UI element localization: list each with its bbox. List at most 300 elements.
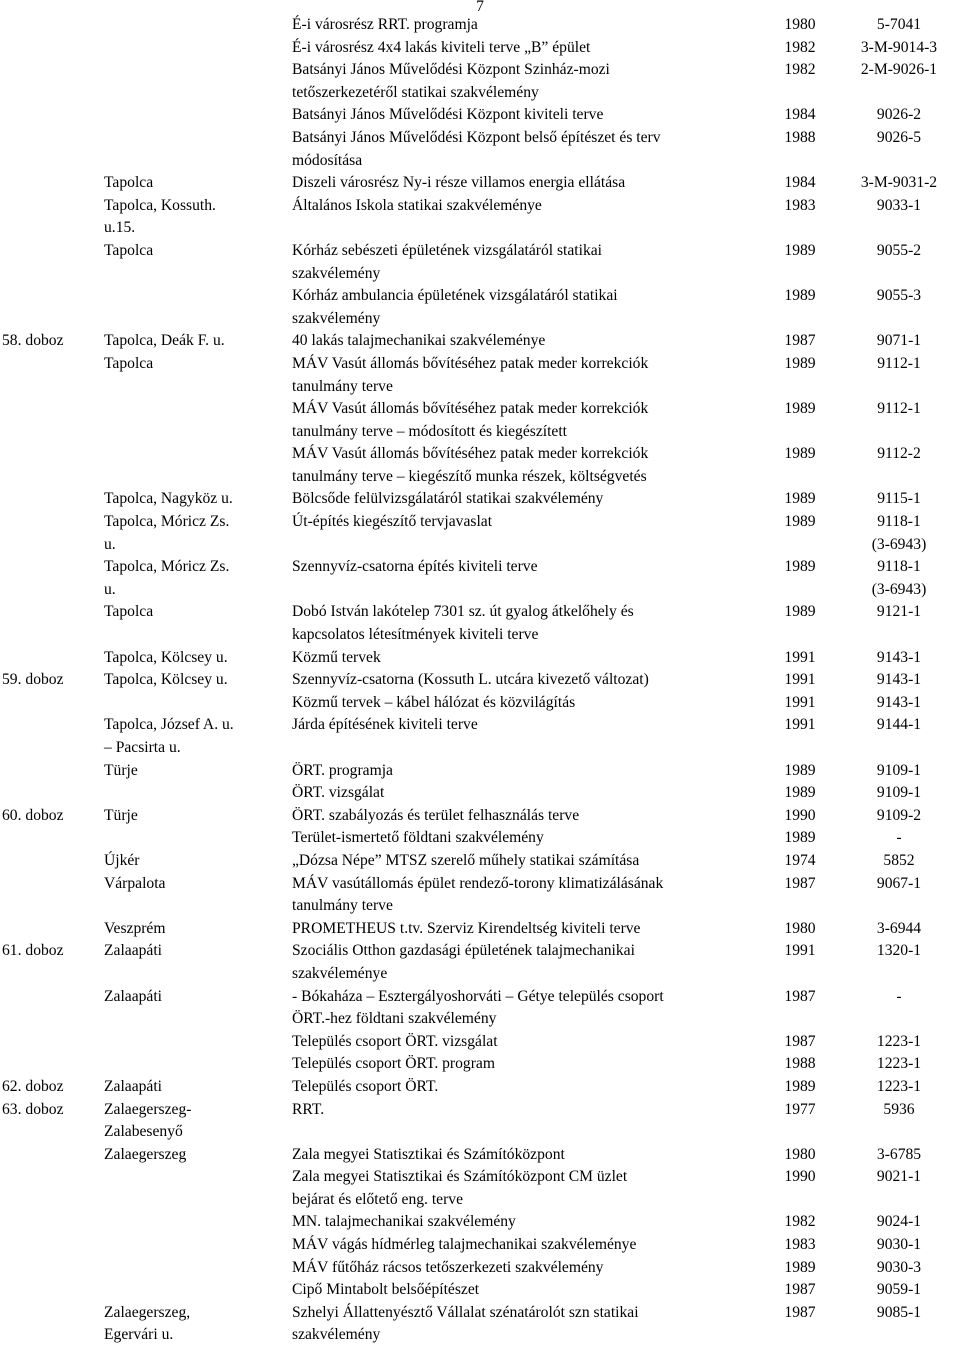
place-cell-line: Zalaapáti	[104, 1077, 163, 1095]
code-cell	[840, 1211, 958, 1234]
title-cell	[292, 782, 384, 805]
year-cell-line: 1990	[784, 1168, 816, 1186]
table-row	[0, 488, 960, 511]
code-cell-line: 9112-1	[877, 354, 921, 372]
year-cell-line: 1974	[784, 851, 816, 869]
table-row	[0, 827, 960, 850]
archive-table	[0, 14, 960, 1347]
code-cell	[840, 1166, 958, 1189]
year-cell	[760, 601, 840, 624]
table-row	[0, 1031, 960, 1054]
title-cell-line: MN. talajmechanikai szakvélemény	[292, 1213, 516, 1231]
code-cell-line: 9143-1	[876, 671, 922, 689]
year-cell	[760, 330, 840, 353]
table-row	[0, 1076, 960, 1099]
code-cell-line: 9118-1	[877, 513, 921, 531]
code-cell-line: 9109-1	[876, 784, 922, 802]
code-cell-line: 3-6944	[876, 919, 922, 937]
code-cell-line: 9021-1	[876, 1168, 922, 1186]
table-row	[0, 850, 960, 873]
title-cell-line: Út-építés kiegészítő tervjavaslat	[292, 513, 493, 531]
title-cell-line: „Dózsa Népe” MTSZ szerelő műhely statikai számítása	[292, 851, 640, 869]
box-cell-line: 62. doboz	[2, 1077, 64, 1095]
table-row	[0, 353, 960, 398]
title-cell-line: tanulmány terve – kiegészítő munka részek, költségvetés	[292, 467, 647, 485]
title-cell	[292, 1257, 603, 1280]
place-cell	[104, 240, 153, 263]
box-cell-line: 59. doboz	[2, 671, 64, 689]
code-cell-line: 9030-3	[876, 1258, 922, 1276]
place-cell	[104, 918, 165, 941]
year-cell-line: 1991	[784, 693, 816, 711]
title-cell-line: MÁV vágás hídmérleg talajmechanikai szakvéleménye	[292, 1236, 637, 1254]
title-cell	[292, 1279, 479, 1302]
code-cell	[840, 647, 958, 670]
year-cell-line: 1989	[784, 1077, 816, 1095]
year-cell	[760, 1234, 840, 1257]
year-cell-line: 1983	[784, 1236, 816, 1254]
table-row	[0, 760, 960, 783]
code-cell-line: (3-6943)	[871, 580, 927, 598]
title-cell	[292, 240, 602, 285]
year-cell	[760, 873, 840, 896]
title-cell-line: Szennyvíz-csatorna építés kiviteli terve	[292, 558, 538, 576]
year-cell-line: 1991	[784, 648, 816, 666]
place-cell-line: Türje	[104, 761, 138, 779]
box-cell	[2, 1099, 64, 1122]
table-row	[0, 443, 960, 488]
code-cell	[840, 14, 958, 37]
year-cell	[760, 1053, 840, 1076]
code-cell-line: 9109-2	[876, 806, 922, 824]
title-cell	[292, 1076, 438, 1099]
code-cell-line: 9115-1	[877, 490, 921, 508]
year-cell-line: 1984	[784, 106, 816, 124]
code-cell	[840, 873, 958, 896]
year-cell	[760, 714, 840, 737]
title-cell	[292, 1166, 627, 1211]
place-cell	[104, 353, 153, 376]
table-row	[0, 918, 960, 941]
code-cell-line: 9026-5	[876, 128, 922, 146]
title-cell-line: Szennyvíz-csatorna (Kossuth L. utcára kivezető változat)	[292, 671, 649, 689]
table-row	[0, 1257, 960, 1280]
title-cell	[292, 14, 478, 37]
year-cell-line: 1977	[784, 1100, 816, 1118]
place-cell	[104, 760, 138, 783]
place-cell-line: u.	[104, 535, 116, 553]
place-cell	[104, 330, 225, 353]
year-cell	[760, 1302, 840, 1325]
year-cell	[760, 1144, 840, 1167]
place-cell	[104, 669, 228, 692]
table-row	[0, 240, 960, 285]
year-cell-line: 1989	[784, 1258, 816, 1276]
place-cell-line: Tapolca, Deák F. u.	[104, 332, 225, 350]
year-cell	[760, 1211, 840, 1234]
code-cell-line: 9055-2	[876, 241, 922, 259]
code-cell	[840, 104, 958, 127]
title-cell-line: Járda építésének kiviteli terve	[292, 716, 478, 734]
title-cell	[292, 601, 634, 646]
year-cell	[760, 556, 840, 579]
code-cell	[840, 488, 958, 511]
table-row	[0, 1279, 960, 1302]
place-cell-line: Tapolca, Nagyköz u.	[104, 490, 233, 508]
title-cell	[292, 37, 590, 60]
year-cell	[760, 398, 840, 421]
title-cell-line: Batsányi János Művelődési Központ belső építészet és terv	[292, 128, 661, 146]
box-cell-line: 58. doboz	[2, 332, 64, 350]
title-cell-line: Kórház sebészeti épületének vizsgálatáról statikai	[292, 241, 603, 259]
table-row	[0, 647, 960, 670]
table-row	[0, 1053, 960, 1076]
box-cell	[2, 1076, 64, 1099]
table-row	[0, 104, 960, 127]
place-cell-line: Zalaapáti	[104, 987, 163, 1005]
year-cell-line: 1989	[784, 603, 816, 621]
title-cell	[292, 195, 542, 218]
title-cell	[292, 443, 648, 488]
year-cell	[760, 1099, 840, 1122]
title-cell-line: Kórház ambulancia épületének vizsgálatáról statikai	[292, 287, 618, 305]
year-cell-line: 1987	[784, 1032, 816, 1050]
place-cell-line: Tapolca	[104, 241, 154, 259]
title-cell-line: Batsányi János Művelődési Központ Szinház-mozi	[292, 61, 610, 79]
code-cell	[840, 353, 958, 376]
year-cell	[760, 647, 840, 670]
code-cell	[840, 59, 958, 82]
title-cell	[292, 127, 661, 172]
code-cell	[840, 330, 958, 353]
table-row	[0, 285, 960, 330]
year-cell	[760, 353, 840, 376]
title-cell-line: Általános Iskola statikai szakvéleménye	[292, 196, 542, 214]
title-cell-line: MÁV Vasút állomás bővítéséhez patak meder korrekciók	[292, 400, 649, 418]
code-cell	[840, 1257, 958, 1280]
code-cell-line: 1223-1	[876, 1055, 922, 1073]
place-cell-line: Zalabesenyő	[104, 1123, 183, 1141]
code-cell	[840, 940, 958, 963]
code-cell	[840, 782, 958, 805]
code-cell-line: 5852	[883, 851, 915, 869]
code-cell	[840, 172, 958, 195]
title-cell-line: tanulmány terve	[292, 897, 393, 915]
title-cell	[292, 1144, 565, 1167]
year-cell-line: 1987	[784, 987, 816, 1005]
place-cell-line: Tapolca, Kossuth.	[104, 196, 216, 214]
code-cell	[840, 127, 958, 150]
year-cell-line: 1989	[784, 490, 816, 508]
place-cell-line: Zalaapáti	[104, 942, 163, 960]
year-cell-line: 1980	[784, 1145, 816, 1163]
code-cell	[840, 714, 958, 737]
code-cell-line: 9055-3	[876, 287, 922, 305]
title-cell-line: ÖRT. szabályozás és terület felhasználás terve	[292, 806, 580, 824]
code-cell-line: 9026-2	[876, 106, 922, 124]
table-row	[0, 601, 960, 646]
year-cell-line: 1987	[784, 1281, 816, 1299]
place-cell-line: Tapolca, Kölcsey u.	[104, 648, 228, 666]
code-cell	[840, 805, 958, 828]
place-cell-line: Tapolca	[104, 174, 154, 192]
table-row	[0, 805, 960, 828]
box-cell	[2, 940, 64, 963]
code-cell-line: 9071-1	[876, 332, 922, 350]
place-cell-line: Várpalota	[104, 874, 166, 892]
code-cell	[840, 1053, 958, 1076]
place-cell	[104, 647, 228, 670]
title-cell	[292, 1099, 324, 1122]
place-cell	[104, 488, 233, 511]
title-cell	[292, 940, 635, 985]
code-cell-line: (3-6943)	[871, 535, 927, 553]
code-cell	[840, 240, 958, 263]
title-cell-line: szakvélemény	[292, 309, 381, 327]
code-cell	[840, 1302, 958, 1325]
year-cell-line: 1987	[784, 874, 816, 892]
table-row	[0, 398, 960, 443]
year-cell	[760, 488, 840, 511]
title-cell	[292, 760, 393, 783]
code-cell-line: 9085-1	[876, 1303, 922, 1321]
title-cell-line: É-i városrész RRT. programja	[292, 16, 478, 33]
year-cell	[760, 127, 840, 150]
code-cell	[840, 1076, 958, 1099]
code-cell-line: 3-M-9014-3	[860, 38, 938, 56]
title-cell-line: tetőszerkezetéről statikai szakvélemény	[292, 83, 539, 101]
title-cell-line: szakvélemény	[292, 264, 381, 282]
code-cell	[840, 692, 958, 715]
title-cell	[292, 692, 575, 715]
year-cell-line: 1982	[784, 38, 816, 56]
place-cell	[104, 1144, 186, 1167]
title-cell	[292, 556, 538, 579]
year-cell	[760, 1166, 840, 1189]
year-cell-line: 1989	[784, 784, 816, 802]
title-cell-line: szakvélemény	[292, 1326, 381, 1344]
title-cell-line: Település csoport ÖRT.	[292, 1077, 439, 1095]
code-cell-line: 1223-1	[876, 1077, 922, 1095]
title-cell-line: bejárat és előtető eng. terve	[292, 1190, 464, 1208]
title-cell-line: MÁV vasútállomás épület rendező-torony klimatizálásának	[292, 874, 664, 892]
year-cell	[760, 1279, 840, 1302]
title-cell-line: Település csoport ÖRT. program	[292, 1055, 495, 1073]
code-cell	[840, 285, 958, 308]
place-cell-line: Tapolca, Kölcsey u.	[104, 671, 228, 689]
year-cell-line: 1983	[784, 196, 816, 214]
title-cell-line: Zala megyei Statisztikai és Számítóközpont CM üzlet	[292, 1168, 628, 1186]
year-cell-line: 1991	[784, 671, 816, 689]
title-cell-line: ÖRT.-hez földtani szakvélemény	[292, 1010, 497, 1028]
title-cell-line: MÁV Vasút állomás bővítéséhez patak meder korrekciók	[292, 354, 649, 372]
year-cell	[760, 443, 840, 466]
code-cell-line: 9143-1	[876, 648, 922, 666]
title-cell-line: RRT.	[292, 1100, 325, 1118]
table-row	[0, 940, 960, 985]
table-row	[0, 1234, 960, 1257]
title-cell	[292, 330, 545, 353]
title-cell-line: Cipő Mintabolt belsőépítészet	[292, 1281, 480, 1299]
year-cell-line: 1989	[784, 400, 816, 418]
title-cell-line: Zala megyei Statisztikai és Számítóközpont	[292, 1145, 565, 1163]
code-cell	[840, 850, 958, 873]
place-cell-line: Türje	[104, 806, 138, 824]
table-row	[0, 986, 960, 1031]
table-row	[0, 1302, 960, 1347]
code-cell	[840, 986, 958, 1009]
year-cell	[760, 172, 840, 195]
title-cell-line: MÁV fűtőház rácsos tetőszerkezeti szakvélemény	[292, 1258, 604, 1276]
table-row	[0, 556, 960, 601]
title-cell-line: módosítása	[292, 151, 363, 169]
place-cell-line: Tapolca, Móricz Zs.	[104, 558, 230, 576]
year-cell-line: 1987	[784, 1303, 816, 1321]
box-cell-line: 61. doboz	[2, 942, 64, 960]
code-cell-line: -	[896, 987, 902, 1005]
box-cell-line: 63. doboz	[2, 1100, 64, 1118]
box-cell-line: 60. doboz	[2, 806, 64, 824]
code-cell-line: 2-M-9026-1	[860, 61, 938, 79]
code-cell-line: 9112-1	[877, 400, 921, 418]
code-cell-line: 9030-1	[876, 1236, 922, 1254]
year-cell	[760, 14, 840, 37]
code-cell	[840, 1144, 958, 1167]
title-cell-line: tanulmány terve	[292, 377, 393, 395]
code-cell-line: -	[896, 829, 902, 847]
year-cell	[760, 195, 840, 218]
code-cell-line: 9109-1	[876, 761, 922, 779]
year-cell	[760, 918, 840, 941]
title-cell	[292, 873, 663, 918]
table-row	[0, 669, 960, 692]
year-cell-line: 1987	[784, 332, 816, 350]
place-cell	[104, 601, 153, 624]
code-cell	[840, 37, 958, 60]
title-cell-line: Bölcsőde felülvizsgálatáról statikai szakvélemény	[292, 490, 604, 508]
title-cell	[292, 714, 478, 737]
title-cell-line: ÖRT. programja	[292, 761, 393, 779]
place-cell-line: Tapolca	[104, 354, 154, 372]
code-cell	[840, 556, 958, 601]
title-cell-line: Közmű tervek	[292, 648, 381, 666]
title-cell	[292, 1031, 498, 1054]
year-cell	[760, 37, 840, 60]
code-cell-line: 5936	[883, 1100, 915, 1118]
place-cell-line: u.	[104, 580, 116, 598]
title-cell-line: MÁV Vasút állomás bővítéséhez patak meder korrekciók	[292, 445, 649, 463]
box-cell	[2, 805, 64, 828]
place-cell	[104, 873, 165, 896]
place-cell	[104, 940, 162, 963]
table-row	[0, 195, 960, 240]
year-cell	[760, 104, 840, 127]
title-cell-line: - Bókaháza – Esztergályoshorváti – Gétye település csoport	[292, 987, 664, 1005]
table-row	[0, 1211, 960, 1234]
place-cell-line: Zalaegerszeg-	[104, 1100, 192, 1118]
table-row	[0, 59, 960, 104]
title-cell	[292, 850, 639, 873]
title-cell-line: PROMETHEUS t.tv. Szerviz Kirendeltség kiviteli terve	[292, 919, 641, 937]
place-cell	[104, 1302, 190, 1347]
code-cell-line: 9121-1	[876, 603, 922, 621]
year-cell-line: 1982	[784, 61, 816, 79]
place-cell-line: u.15.	[104, 219, 136, 237]
title-cell-line: Szhelyi Állattenyésztő Vállalat szénatárolót szn statikai	[292, 1303, 639, 1321]
year-cell-line: 1989	[784, 445, 816, 463]
table-row	[0, 714, 960, 759]
title-cell	[292, 669, 649, 692]
code-cell-line: 9033-1	[876, 196, 922, 214]
place-cell-line: Tapolca, Móricz Zs.	[104, 513, 230, 531]
place-cell	[104, 1076, 162, 1099]
year-cell-line: 1989	[784, 354, 816, 372]
title-cell	[292, 1211, 516, 1234]
year-cell	[760, 240, 840, 263]
year-cell-line: 1989	[784, 829, 816, 847]
year-cell-line: 1988	[784, 128, 816, 146]
year-cell-line: 1989	[784, 761, 816, 779]
code-cell	[840, 511, 958, 556]
table-row	[0, 330, 960, 353]
title-cell	[292, 647, 381, 670]
code-cell-line: 9112-2	[877, 445, 921, 463]
title-cell	[292, 59, 610, 104]
place-cell-line: Egervári u.	[104, 1326, 174, 1344]
table-row	[0, 782, 960, 805]
year-cell-line: 1991	[784, 942, 816, 960]
year-cell	[760, 986, 840, 1009]
title-cell	[292, 104, 603, 127]
place-cell-line: Zalaegerszeg,	[104, 1303, 191, 1321]
title-cell	[292, 285, 618, 330]
code-cell-line: 9059-1	[876, 1281, 922, 1299]
code-cell-line: 1223-1	[876, 1032, 922, 1050]
place-cell	[104, 805, 138, 828]
year-cell	[760, 59, 840, 82]
place-cell-line: Újkér	[104, 851, 140, 869]
year-cell	[760, 850, 840, 873]
title-cell-line: É-i városrész 4x4 lakás kiviteli terve „B” épület	[292, 38, 591, 56]
title-cell	[292, 1302, 639, 1347]
year-cell-line: 1991	[784, 716, 816, 734]
table-row	[0, 692, 960, 715]
year-cell-line: 1989	[784, 241, 816, 259]
place-cell-line: Veszprém	[104, 919, 166, 937]
box-cell	[2, 669, 64, 692]
code-cell	[840, 1279, 958, 1302]
title-cell-line: 40 lakás talajmechanikai szakvéleménye	[292, 332, 546, 350]
year-cell-line: 1989	[784, 513, 816, 531]
title-cell-line: Szociális Otthon gazdasági épületének talajmechanikai	[292, 942, 635, 960]
place-cell-line: Zalaegerszeg	[104, 1145, 187, 1163]
title-cell-line: Batsányi János Művelődési Központ kiviteli terve	[292, 106, 604, 124]
place-cell	[104, 714, 234, 759]
title-cell-line: kapcsolatos létesítmények kiviteli terve	[292, 626, 539, 644]
title-cell-line: Terület-ismertető földtani szakvélemény	[292, 829, 544, 847]
year-cell	[760, 1031, 840, 1054]
year-cell-line: 1989	[784, 287, 816, 305]
title-cell	[292, 986, 664, 1031]
page-number: 7	[476, 0, 484, 15]
year-cell-line: 1988	[784, 1055, 816, 1073]
table-row	[0, 1099, 960, 1144]
place-cell-line: Tapolca	[104, 603, 154, 621]
code-cell	[840, 443, 958, 466]
year-cell	[760, 827, 840, 850]
code-cell-line: 5-7041	[876, 16, 922, 33]
table-row	[0, 14, 960, 37]
